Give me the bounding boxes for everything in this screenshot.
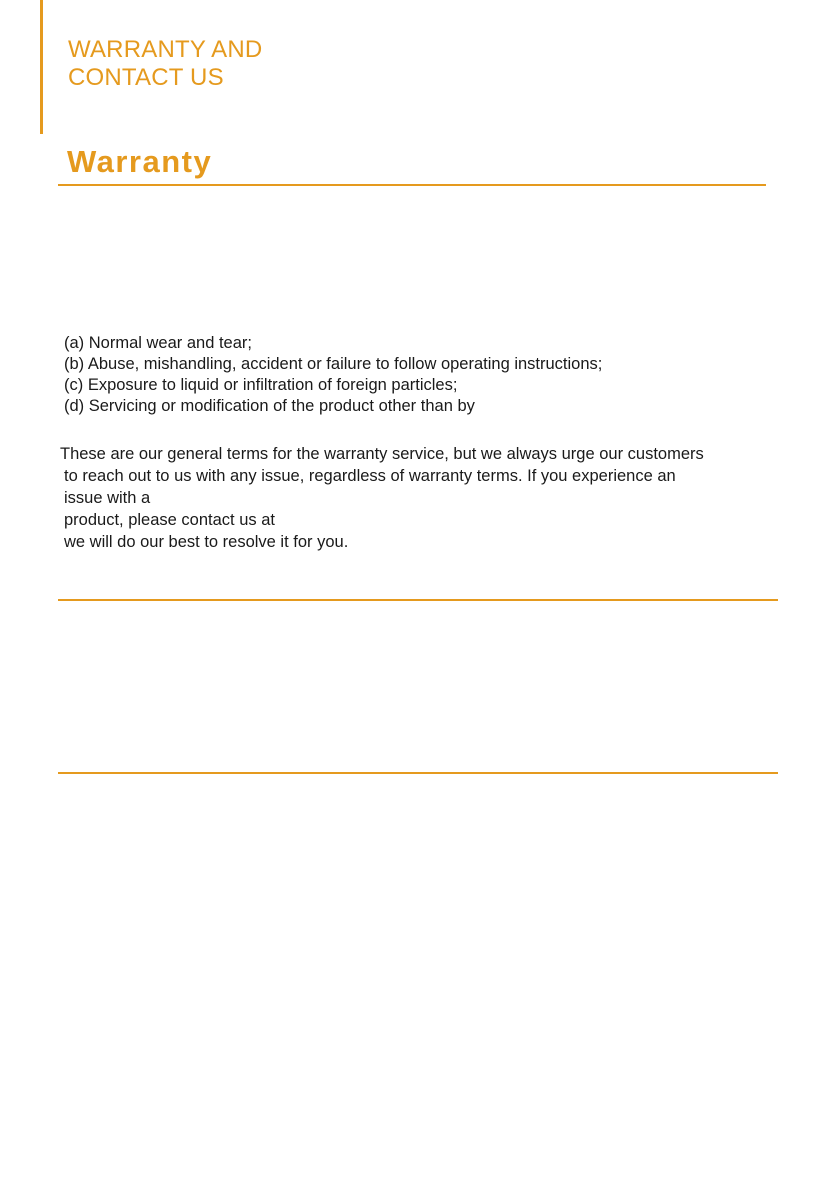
page-title [68, 36, 468, 92]
terms-line: These are our general terms for the warranty service, but we always urge our customers [60, 445, 704, 463]
warranty-terms-paragraph [60, 443, 780, 553]
divider-top [58, 184, 766, 186]
exclusions-list [64, 333, 764, 417]
page-title-line-2: CONTACT US [68, 64, 224, 91]
exclusion-item: (a) Normal wear and tear; [64, 334, 252, 352]
warranty-heading: Warranty [67, 144, 213, 179]
terms-line-part-2: product, please contact us at [64, 511, 275, 529]
terms-line: to reach out to us with any issue, regardless of warranty terms. If you experience an [64, 467, 676, 485]
divider-middle [58, 599, 778, 601]
terms-line-with-gap [60, 487, 780, 531]
accent-bar [40, 0, 43, 134]
terms-line-part-1: issue with a [64, 489, 151, 507]
exclusion-item: (d) Servicing or modification of the product other than by [64, 397, 475, 415]
exclusion-item: (c) Exposure to liquid or infiltration of foreign particles; [64, 376, 458, 394]
terms-line: we will do our best to resolve it for you. [64, 533, 349, 551]
page-title-line-1: WARRANTY AND [68, 36, 263, 63]
divider-bottom [58, 772, 778, 774]
exclusion-item: (b) Abuse, mishandling, accident or failure to follow operating instructions; [64, 355, 603, 373]
